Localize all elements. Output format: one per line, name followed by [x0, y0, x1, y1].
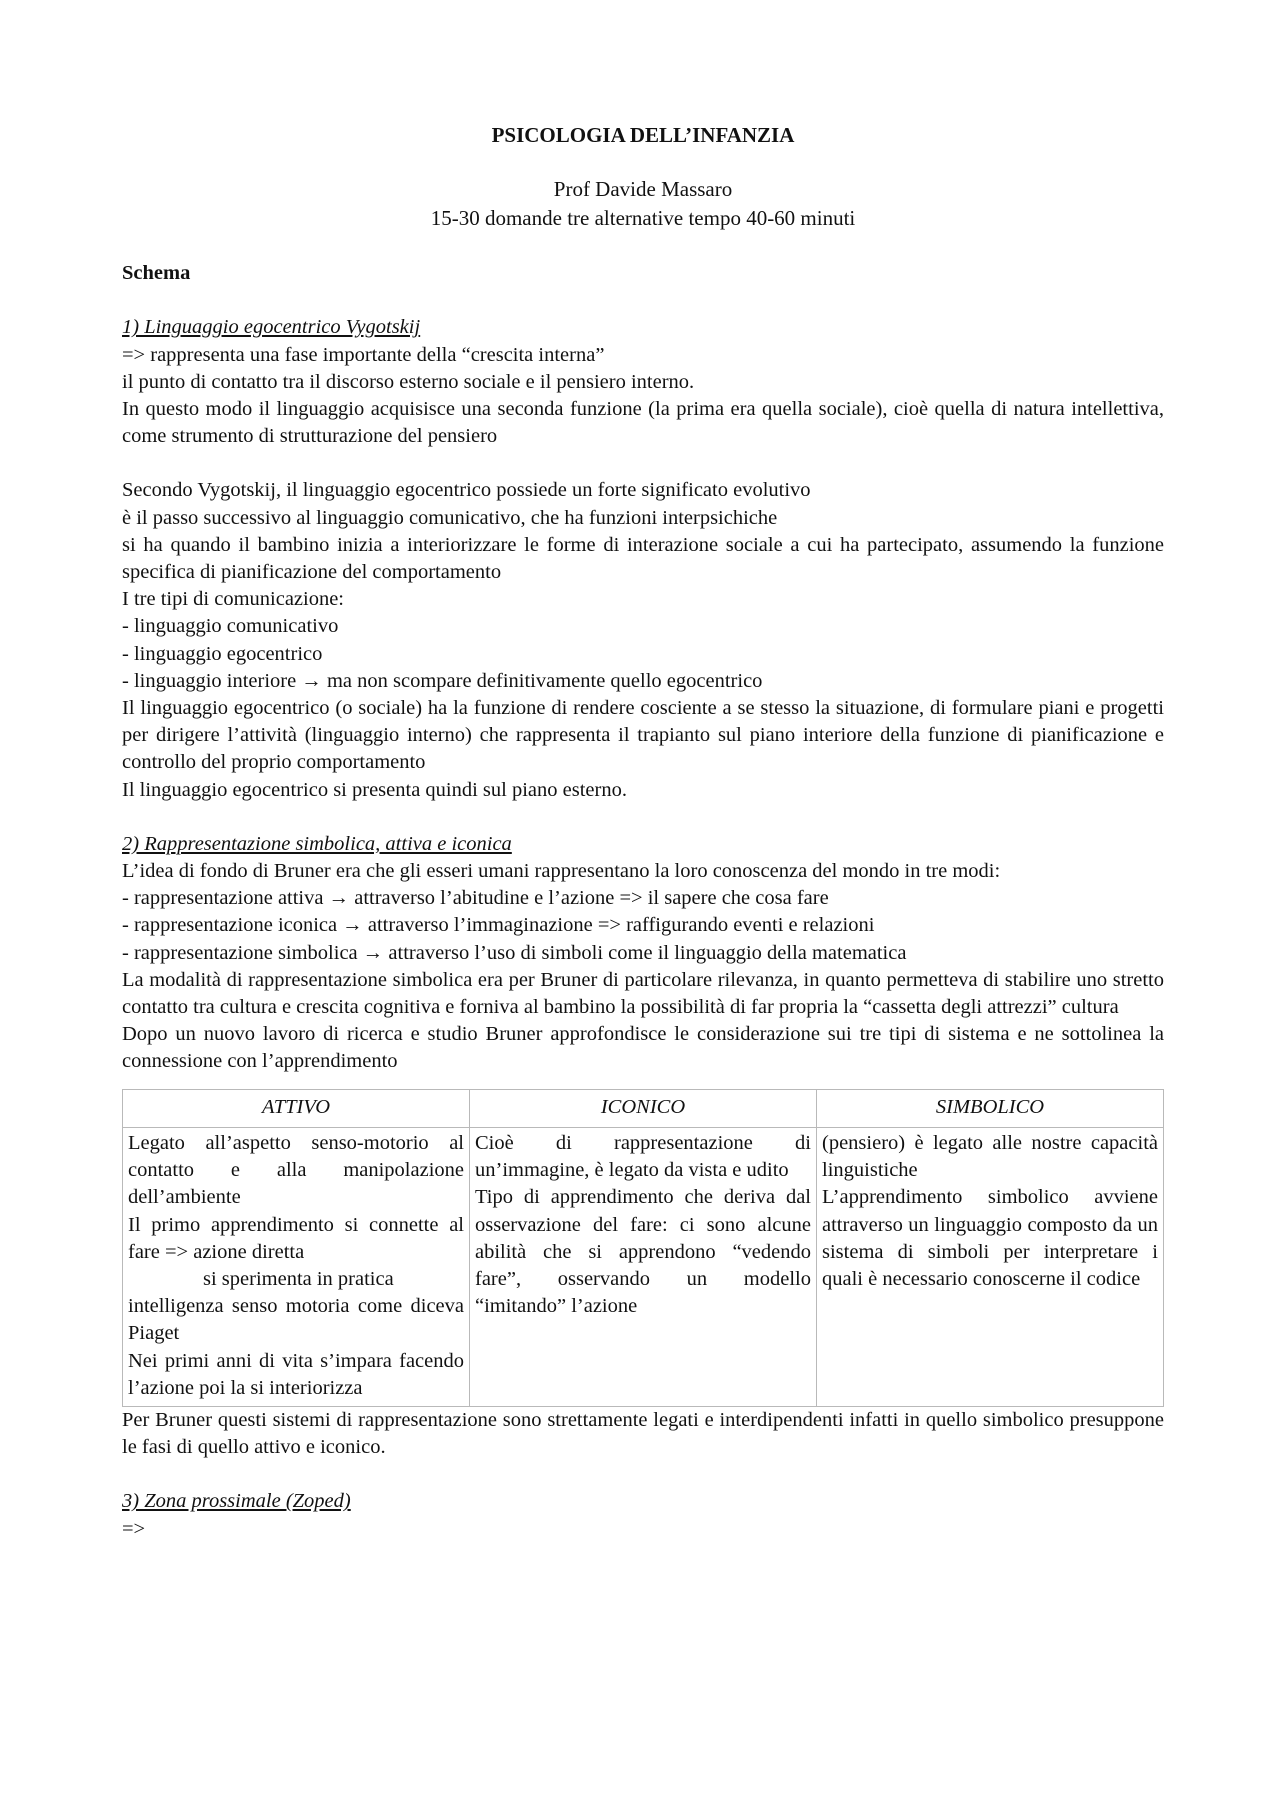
cell-text: (pensiero) è legato alle nostre capacità linguistiche [822, 1131, 1158, 1182]
text-line: In questo modo il linguaggio acquisisce una seconda funzione (la prima era quella sociale), cioè quella di natura intellettiva, come strumento di strutturazione del pensiero [122, 398, 1164, 448]
section-heading: 1) Linguaggio egocentrico Vygotskij [122, 316, 421, 339]
text-line: si ha quando il bambino inizia a interiorizzare le forme di interazione sociale a cui ha partecipato, assumendo la funzione specifica di pianificazione del comportamento [122, 533, 1164, 584]
table-header-row [123, 1089, 1164, 1127]
text-line: I tre tipi di comunicazione: [122, 588, 345, 611]
text-line: Il linguaggio egocentrico si presenta quindi sul piano esterno. [122, 778, 627, 801]
list-item: - rappresentazione simbolica → attraverso l’uso di simboli come il linguaggio della matematica [122, 941, 907, 964]
exam-info-line: 15-30 domande tre alternative tempo 40-60 minuti [430, 206, 856, 231]
table-header: SIMBOLICO [817, 1089, 1164, 1127]
section-heading: 3) Zona prossimale (Zoped) [122, 1490, 351, 1513]
list-item: - rappresentazione attiva → attraverso l’abitudine e l’azione => il sapere che cosa fare [122, 887, 829, 910]
table-cell-attivo [123, 1127, 470, 1406]
text-line: è il passo successivo al linguaggio comunicativo, che ha funzioni interpsichiche [122, 506, 778, 529]
document-page [122, 122, 1164, 1543]
list-item: - linguaggio egocentrico [122, 642, 323, 665]
professor-line: Prof Davide Massaro [553, 177, 733, 202]
text-line: Secondo Vygotskij, il linguaggio egocentrico possiede un forte significato evolutivo [122, 479, 811, 502]
section-heading: 2) Rappresentazione simbolica, attiva e iconica [122, 832, 512, 855]
text-line: Il linguaggio egocentrico (o sociale) ha la funzione di rendere cosciente a se stesso la situazione, di formulare piani e progetti per dirigere l’attività (linguaggio interno) che rappresenta il trapianto sul piano interiore della funzione di pianificazione e controllo del proprio comportamento [122, 697, 1164, 774]
cell-text: intelligenza senso motoria come diceva Piaget [128, 1295, 464, 1345]
text-line: La modalità di rappresentazione simbolica era per Bruner di particolare rilevanza, in quanto permetteva di stabilire uno stretto contatto tra cultura e crescita cognitiva e forniva al bambino la possibilità di far propria la “cassetta degli attrezzi” cultura [122, 968, 1164, 1019]
cell-text: Legato all’aspetto senso-motorio al contatto e alla manipolazione dell’ambiente [128, 1131, 464, 1209]
text-line: => [122, 1517, 146, 1540]
representation-table [122, 1089, 1164, 1407]
text-line: => rappresenta una fase importante della “crescita interna” [122, 343, 605, 366]
document-title: PSICOLOGIA DELL’INFANZIA [491, 123, 795, 147]
cell-text: Il primo apprendimento si connette al fare => azione diretta [128, 1213, 464, 1263]
table-header: ATTIVO [123, 1089, 470, 1127]
text-line: Dopo un nuovo lavoro di ricerca e studio Bruner approfondisce le considerazione sui tre tipi di sistema e ne sottolinea la connessione con l’apprendimento [122, 1023, 1164, 1073]
schema-label: Schema [122, 262, 191, 285]
text-line: L’idea di fondo di Bruner era che gli esseri umani rappresentano la loro conoscenza del mondo in tre modi: [122, 860, 1001, 883]
cell-text: Nei primi anni di vita s’impara facendo l’azione poi la si interiorizza [128, 1349, 464, 1399]
list-item: - linguaggio interiore → ma non scompare definitivamente quello egocentrico [122, 669, 763, 692]
table-header: ICONICO [470, 1089, 817, 1127]
cell-text: Tipo di apprendimento che deriva dal osservazione del fare: ci sono alcune abilità che si apprendono “vedendo fare”, osservando un modello “imitando” l’azione [475, 1186, 811, 1318]
cell-text: si sperimenta in pratica [203, 1267, 394, 1290]
list-item: - linguaggio comunicativo [122, 615, 339, 638]
table-row [123, 1127, 1164, 1406]
cell-text: Cioè di rappresentazione di un’immagine, è legato da vista e udito [475, 1131, 811, 1182]
cell-text: L’apprendimento simbolico avviene attraverso un linguaggio composto da un sistema di simboli per interpretare i quali è necessario conoscerne il codice [822, 1186, 1158, 1290]
table-cell-simbolico [817, 1127, 1164, 1406]
table-cell-iconico [470, 1127, 817, 1406]
text-line: il punto di contatto tra il discorso esterno sociale e il pensiero interno. [122, 370, 695, 393]
text-line: Per Bruner questi sistemi di rappresentazione sono strettamente legati e interdipendenti infatti in quello simbolico presuppone le fasi di quello attivo e iconico. [122, 1408, 1164, 1459]
list-item: - rappresentazione iconica → attraverso l’immaginazione => raffigurando eventi e relazioni [122, 914, 875, 937]
